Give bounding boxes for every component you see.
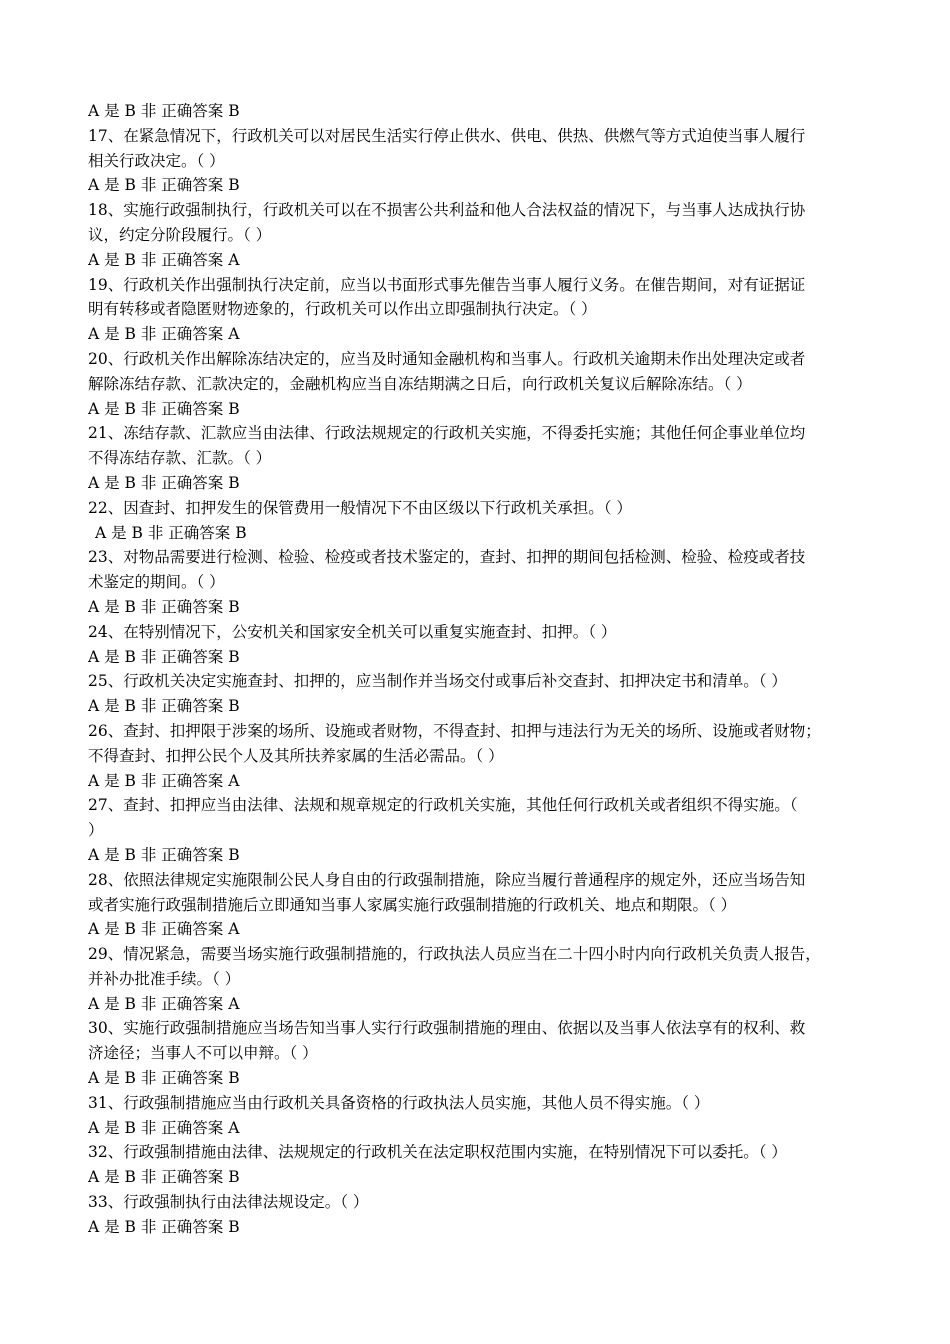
text-line: A 是 B 非 正确答案 B (88, 1069, 240, 1088)
question-text (88, 1140, 874, 1165)
text-line: 17、在紧急情况下，行政机关可以对居民生活实行停止供水、供电、供热、供燃气等方式迫使当事人履行 (88, 126, 806, 145)
answer-line (88, 1066, 874, 1091)
text-line: 不得查封、扣押公民个人及其所扶养家属的生活必需品。（ ） (88, 746, 504, 765)
text-line: A 是 B 非 正确答案 B (88, 697, 240, 716)
text-line: 18、实施行政强制执行，行政机关可以在不损害公共利益和他人合法权益的情况下，与当事人达成执行协 (88, 201, 806, 220)
text-line: 25、行政机关决定实施查封、扣押的，应当制作并当场交付或事后补交查封、扣押决定书和清单。（ ） (88, 672, 787, 691)
text-line: 23、对物品需要进行检测、检验、检疫或者技术鉴定的，查封、扣押的期间包括检测、检验、检疫或者技 (88, 548, 806, 567)
answer-line (88, 471, 874, 496)
text-line: 30、实施行政强制措施应当场告知当事人实行行政强制措施的理由、依据以及当事人依法享有的权利、救 (88, 1019, 806, 1038)
question-text (88, 545, 874, 595)
question-text (88, 942, 874, 992)
answer-line (88, 917, 874, 942)
text-line: 32、行政强制措施由法律、法规规定的行政机关在法定职权范围内实施，在特别情况下可以委托。（ ） (88, 1143, 787, 1162)
text-line: 26、查封、扣押限于涉案的场所、设施或者财物，不得查封、扣押与违法行为无关的场所、设施或者财物； (88, 721, 821, 740)
text-line: A 是 B 非 正确答案 A (88, 920, 240, 939)
text-line: 21、冻结存款、汇款应当由法律、行政法规规定的行政机关实施，不得委托实施；其他任何企事业单位均 (88, 424, 806, 443)
text-line: A 是 B 非 正确答案 B (95, 523, 247, 542)
text-line: A 是 B 非 正确答案 B (88, 176, 240, 195)
text-line: A 是 B 非 正确答案 B (88, 597, 240, 616)
text-line: 术鉴定的期间。（ ） (88, 573, 225, 592)
answer-line (88, 645, 874, 670)
document-page (88, 99, 874, 1240)
answer-line (88, 173, 874, 198)
text-line: 或者实施行政强制措施后立即通知当事人家属实施行政强制措施的行政机关、地点和期限。（ ） (88, 895, 737, 914)
text-line: 33、行政强制执行由法律法规设定。（ ） (88, 1193, 369, 1212)
text-line: 解除冻结存款、汇款决定的，金融机构应当自冻结期满之日后，向行政机关复议后解除冻结。（ ） (88, 374, 752, 393)
answer-line (88, 1165, 874, 1190)
question-text (88, 1091, 874, 1116)
answer-line (88, 1116, 874, 1141)
text-line: A 是 B 非 正确答案 A (88, 994, 240, 1013)
question-text (88, 719, 874, 769)
answer-line (88, 595, 874, 620)
answer-line (88, 769, 874, 794)
text-line: A 是 B 非 正确答案 A (88, 1118, 240, 1137)
question-text (88, 347, 874, 397)
text-line: 24、在特别情况下，公安机关和国家安全机关可以重复实施查封、扣押。（ ） (88, 622, 617, 641)
answer-line (88, 843, 874, 868)
text-line: 27、查封、扣押应当由法律、法规和规章规定的行政机关实施，其他任何行政机关或者组织不得实施。（ (88, 796, 798, 815)
answer-line (88, 694, 874, 719)
question-text (88, 124, 874, 174)
text-line: A 是 B 非 正确答案 B (88, 473, 240, 492)
question-text (88, 620, 874, 645)
question-text (88, 1016, 874, 1066)
question-text (88, 1190, 874, 1215)
text-line: 22、因查封、扣押发生的保管费用一般情况下不由区级以下行政机关承担。（ ） (88, 498, 632, 517)
answer-line (88, 992, 874, 1017)
text-line: 并补办批准手续。（ ） (88, 969, 241, 988)
text-line: 31、行政强制措施应当由行政机关具备资格的行政执法人员实施，其他人员不得实施。（ ） (88, 1093, 710, 1112)
text-line: 济途径；当事人不可以申辩。（ ） (88, 1044, 318, 1063)
text-line: A 是 B 非 正确答案 B (88, 102, 240, 120)
question-text (88, 198, 874, 248)
text-line: A 是 B 非 正确答案 A (88, 250, 240, 269)
text-line: A 是 B 非 正确答案 B (88, 399, 240, 418)
text-line: 明有转移或者隐匿财物迹象的，行政机关可以作出立即强制执行决定。（ ） (88, 300, 597, 319)
text-line: 议，约定分阶段履行。（ ） (88, 225, 272, 244)
text-line: 29、情况紧急，需要当场实施行政强制措施的，行政执法人员应当在二十四小时内向行政机关负责人报告， (88, 945, 821, 964)
question-text (88, 868, 874, 918)
question-text (88, 793, 874, 843)
question-text (88, 496, 874, 521)
answer-line (88, 521, 874, 546)
text-line: 19、行政机关作出强制执行决定前，应当以书面形式事先催告当事人履行义务。在催告期间，对有证据证 (88, 275, 806, 294)
text-line: A 是 B 非 正确答案 B (88, 1217, 240, 1236)
text-line: A 是 B 非 正确答案 B (88, 1168, 240, 1187)
answer-line (88, 99, 874, 124)
text-line: 相关行政决定。（ ） (88, 151, 225, 170)
text-line: ） (88, 821, 104, 840)
text-line: A 是 B 非 正确答案 A (88, 325, 240, 344)
text-line: A 是 B 非 正确答案 A (88, 771, 240, 790)
answer-line (88, 322, 874, 347)
answer-line (88, 248, 874, 273)
question-text (88, 669, 874, 694)
answer-line (88, 1215, 874, 1240)
question-text (88, 421, 874, 471)
text-line: A 是 B 非 正确答案 B (88, 647, 240, 666)
answer-line (88, 397, 874, 422)
text-line: A 是 B 非 正确答案 B (88, 845, 240, 864)
text-line: 28、依照法律规定实施限制公民人身自由的行政强制措施，除应当履行普通程序的规定外，还应当场告知 (88, 870, 806, 889)
question-text (88, 273, 874, 323)
text-line: 20、行政机关作出解除冻结决定的，应当及时通知金融机构和当事人。行政机关逾期未作出处理决定或者 (88, 349, 806, 368)
text-line: 不得冻结存款、汇款。（ ） (88, 449, 272, 468)
